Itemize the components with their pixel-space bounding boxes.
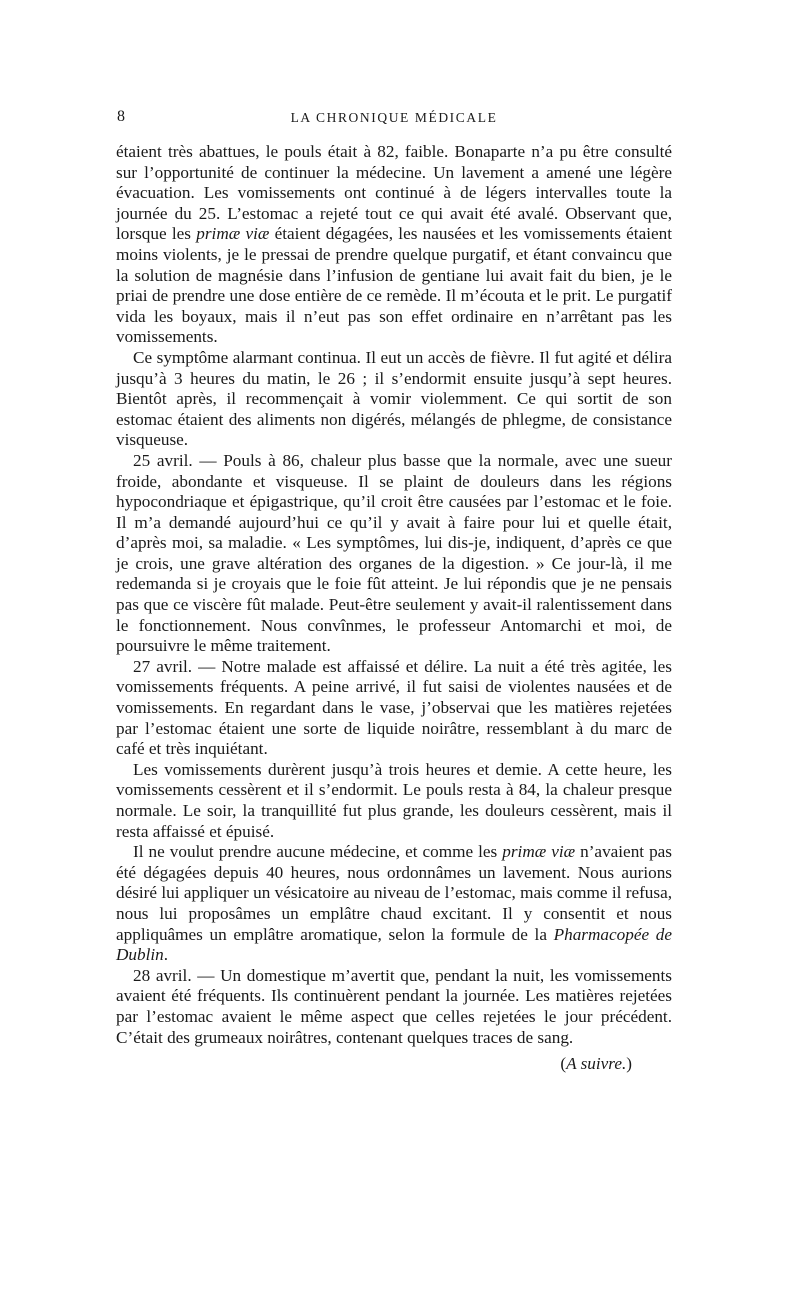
text-segment: étaient dégagées, les nausées et les vomissements étaient moins violents, je le pressai de prendre quelque purgatif, et étant convaincu que la solution de magnésie dans l’infusion de gentiane lui avait fait du bien, je le priai de prendre une dose entière de ce remède. Il m’écouta et le prit. Le purgatif vida les boyaux, mais il n’eut pas son effet ordinaire en n’arrêtant pas les vomissements. bbox=[116, 224, 672, 347]
text-segment: 27 avril. — Notre malade est affaissé et délire. La nuit a été très agitée, les vomissements fréquents. A peine arrivé, il fut saisi de violentes nausées et de vomissements. En regardant dans le vase, j’observai que les matières rejetées par l’estomac étaient une sorte de liquide noirâtre, ressemblant à du marc de café et très inquiétant. bbox=[116, 656, 672, 759]
italic-phrase: primæ viæ bbox=[502, 842, 576, 862]
paragraph bbox=[116, 842, 672, 966]
text-segment: Il ne voulut prendre aucune médecine, et comme les bbox=[133, 842, 503, 862]
text-segment: Ce symptôme alarmant continua. Il eut un accès de fièvre. Il fut agité et délira jusqu’à 3 heures du matin, le 26 ; il s’endormit ensuite jusqu’à sept heures. Bientôt après, il recommençait à vomir violemment. Ce qui sortit de son estomac étaient des aliments non digérés, mélangés de phlegme, de consistance visqueuse. bbox=[116, 347, 672, 450]
document-page bbox=[116, 108, 672, 1075]
text-segment: 28 avril. — Un domestique m’avertit que, pendant la nuit, les vomissements avaient été fréquents. Ils continuèrent pendant la journée. Les matières rejetées par l’estomac avaient le même aspect que celles rejetées le jour précédent. C’était des grumeaux noirâtres, contenant quelques traces de sang. bbox=[116, 965, 672, 1047]
text-segment: n’avaient pas été dégagées depuis 40 heures, nous ordonnâmes un lavement. Nous aurions désiré lui appliquer un vésicatoire au niveau de l’estomac, mais comme il refusa, nous lui proposâmes un emplâtre chaud excitant. Il y consentit et nous appliquâmes un emplâtre aromatique, selon la formule de la bbox=[116, 842, 672, 944]
running-head bbox=[116, 108, 672, 130]
open-paren: ( bbox=[560, 1054, 567, 1074]
paragraph bbox=[116, 657, 672, 760]
to-be-continued-note bbox=[116, 1054, 672, 1075]
text-segment: . bbox=[163, 945, 169, 965]
italic-phrase: primæ viæ bbox=[196, 224, 270, 244]
journal-title: LA CHRONIQUE MÉDICALE bbox=[290, 110, 498, 125]
page-number: 8 bbox=[117, 108, 125, 125]
paragraph bbox=[116, 451, 672, 657]
text-segment: étaient très abattues, le pouls était à 82, faible. Bonaparte n’a pu être consulté sur l’opportunité de continuer la médecine. Un lavement a amené une légère évacuation. Les vomissements ont continué à de légers intervalles toute la journée du 25. L’estomac a rejeté tout ce qui avait été avalé. Observant que, lorsque les bbox=[116, 142, 672, 244]
italic-phrase: Pharmacopée de Dublin bbox=[116, 924, 672, 965]
paragraph bbox=[116, 760, 672, 842]
text-segment: Les vomissements durèrent jusqu’à trois heures et demie. A cette heure, les vomissements cessèrent et il s’endormit. Le pouls resta à 84, la chaleur presque normale. Le soir, la tranquillité fut plus grande, les douleurs cessèrent, mais il resta affaissé et épuisé. bbox=[116, 759, 672, 841]
paragraph bbox=[116, 348, 672, 451]
to-be-continued-text: A suivre. bbox=[566, 1054, 627, 1074]
paragraph bbox=[116, 966, 672, 1048]
body-text bbox=[116, 142, 672, 1048]
paragraph bbox=[116, 142, 672, 348]
text-segment: 25 avril. — Pouls à 86, chaleur plus basse que la normale, avec une sueur froide, abondante et visqueuse. Il se plaint de douleurs dans les régions hypocondriaque et épigastrique, qu’il croit être causées par l’estomac et le foie. Il m’a demandé aujourd’hui ce qu’il y avait à faire pour lui et quelle était, d’après moi, sa maladie. « Les symptômes, lui dis-je, indiquent, d’après ce que je crois, une grave altération des organes de la digestion. » Ce jour-là, il me redemanda si je croyais que le foie fût atteint. Je lui répondis que je ne pensais pas que ce viscère fût malade. Peut-être seulement y avait-il ralentissement dans le fonctionnement. Nous convînmes, le professeur Antomarchi et moi, de poursuivre le même traitement. bbox=[116, 450, 672, 656]
close-paren: ) bbox=[626, 1054, 632, 1074]
